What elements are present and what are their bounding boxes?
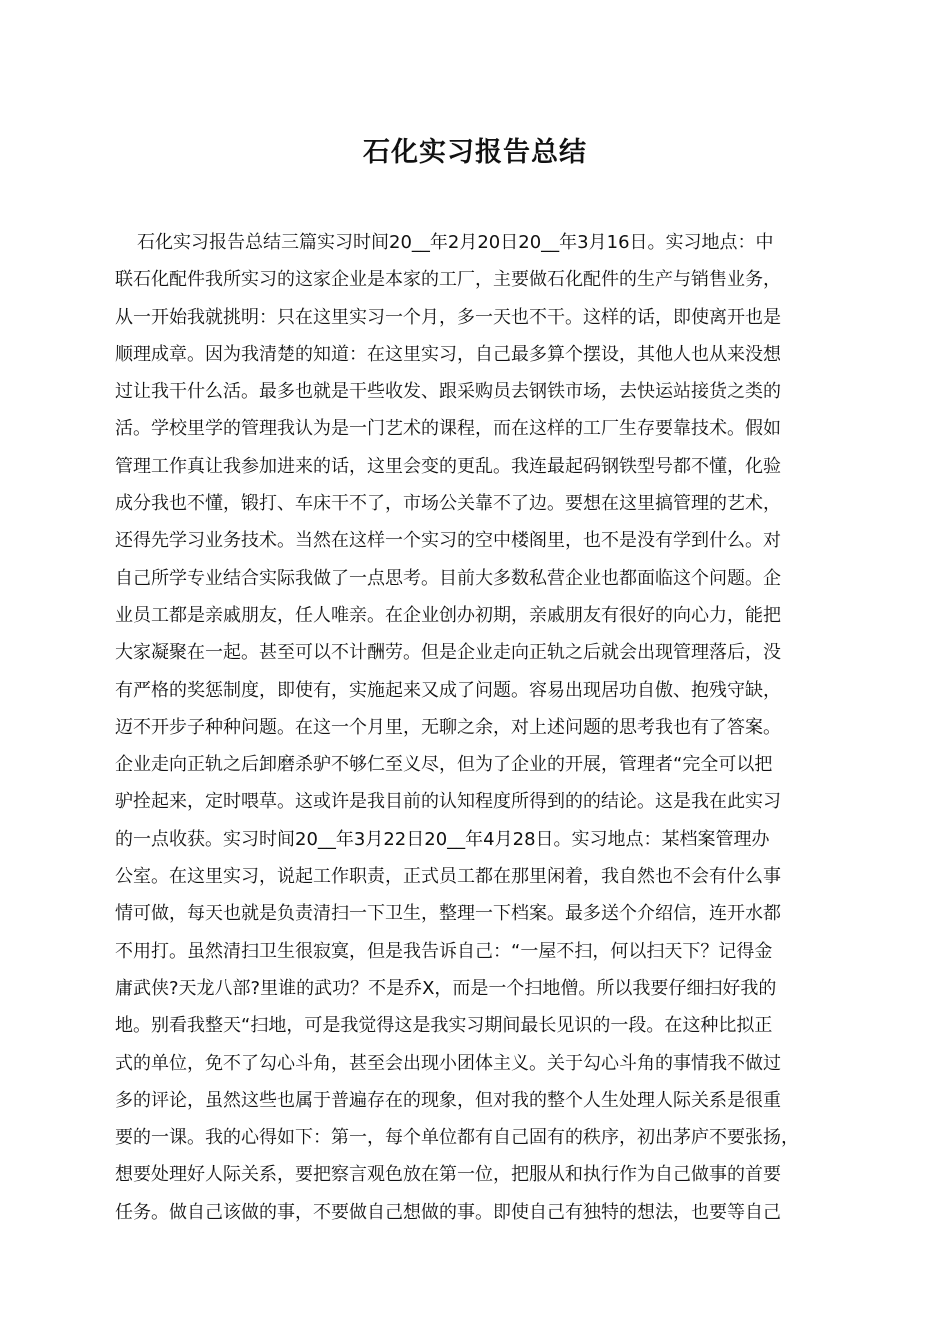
document-body <box>115 224 875 1231</box>
body-line: 地。别看我整天“扫地，可是我觉得这是我实习期间最长见识的一段。在这种比拟正 <box>115 1015 773 1037</box>
body-line: 迈不开步子种种问题。在这一个月里，无聊之余，对上述问题的思考我也有了答案。 <box>115 716 781 738</box>
body-line: 驴拴起来，定时喂草。这或许是我目前的认知程度所得到的的结论。这是我在此实习 <box>115 791 781 813</box>
body-line: 任务。做自己该做的事，不要做自己想做的事。即使自己有独特的想法，也要等自己 <box>115 1201 781 1223</box>
body-line: 石化实习报告总结三篇实习时间20__年2月20日20__年3月16日。实习地点：中 <box>137 232 774 253</box>
body-line: 业员工都是亲戚朋友，任人唯亲。在企业创办初期，亲戚朋友有很好的向心力，能把 <box>115 604 781 626</box>
body-line: 联石化配件我所实习的这家企业是本家的工厂，主要做石化配件的生产与销售业务， <box>115 269 781 291</box>
body-line: 要的一课。我的心得如下：第一，每个单位都有自己固有的秩序，初出茅庐不要张扬， <box>115 1127 799 1149</box>
body-line: 管理工作真让我参加进来的话，这里会变的更乱。我连最起码钢铁型号都不懂，化验 <box>115 455 781 477</box>
body-line: 从一开始我就挑明：只在这里实习一个月，多一天也不干。这样的话，即使离开也是 <box>115 306 781 328</box>
body-line: 的一点收获。实习时间20__年3月22日20__年4月28日。实习地点：某档案管理办 <box>115 828 770 850</box>
body-line: 还得先学习业务技术。当然在这样一个实习的空中楼阁里，也不是没有学到什么。对 <box>115 530 781 552</box>
body-line: 庸武侠?天龙八部?里谁的武功？不是乔X，而是一个扫地僧。所以我要仔细扫好我的 <box>115 977 777 999</box>
body-line: 顺理成章。因为我清楚的知道：在这里实习，自己最多算个摆设，其他人也从来没想 <box>115 343 781 365</box>
body-line: 公室。在这里实习，说起工作职责，正式员工都在那里闲着，我自然也不会有什么事 <box>115 866 781 888</box>
body-line: 多的评论，虽然这些也属于普遍存在的现象，但对我的整个人生处理人际关系是很重 <box>115 1089 781 1111</box>
body-line: 成分我也不懂，锻打、车床干不了，市场公关靠不了边。要想在这里搞管理的艺术， <box>115 493 781 515</box>
body-line: 有严格的奖惩制度，即使有，实施起来又成了问题。容易出现居功自傲、抱残守缺， <box>115 679 781 701</box>
document-title: 石化实习报告总结 <box>363 137 587 168</box>
body-line: 大家凝聚在一起。甚至可以不计酬劳。但是企业走向正轨之后就会出现管理落后，没 <box>115 642 781 664</box>
body-line: 情可做，每天也就是负责清扫一下卫生，整理一下档案。最多送个介绍信，连开水都 <box>115 903 781 925</box>
body-line: 不用打。虽然清扫卫生很寂寞，但是我告诉自己：“一屋不扫，何以扫天下？记得金 <box>115 940 773 962</box>
body-line: 式的单位，免不了勾心斗角，甚至会出现小团体主义。关于勾心斗角的事情我不做过 <box>115 1052 781 1074</box>
body-line: 过让我干什么活。最多也就是干些收发、跟采购员去钢铁市场，去快运站接货之类的 <box>115 381 781 403</box>
body-line: 企业走向正轨之后卸磨杀驴不够仁至义尽，但为了企业的开展，管理者“完全可以把 <box>115 754 773 776</box>
body-line: 自己所学专业结合实际我做了一点思考。目前大多数私营企业也都面临这个问题。企 <box>115 567 781 589</box>
body-line: 想要处理好人际关系，要把察言观色放在第一位，把服从和执行作为自己做事的首要 <box>115 1164 781 1186</box>
body-line: 活。学校里学的管理我认为是一门艺术的课程，而在这样的工厂生存要靠技术。假如 <box>115 418 781 440</box>
